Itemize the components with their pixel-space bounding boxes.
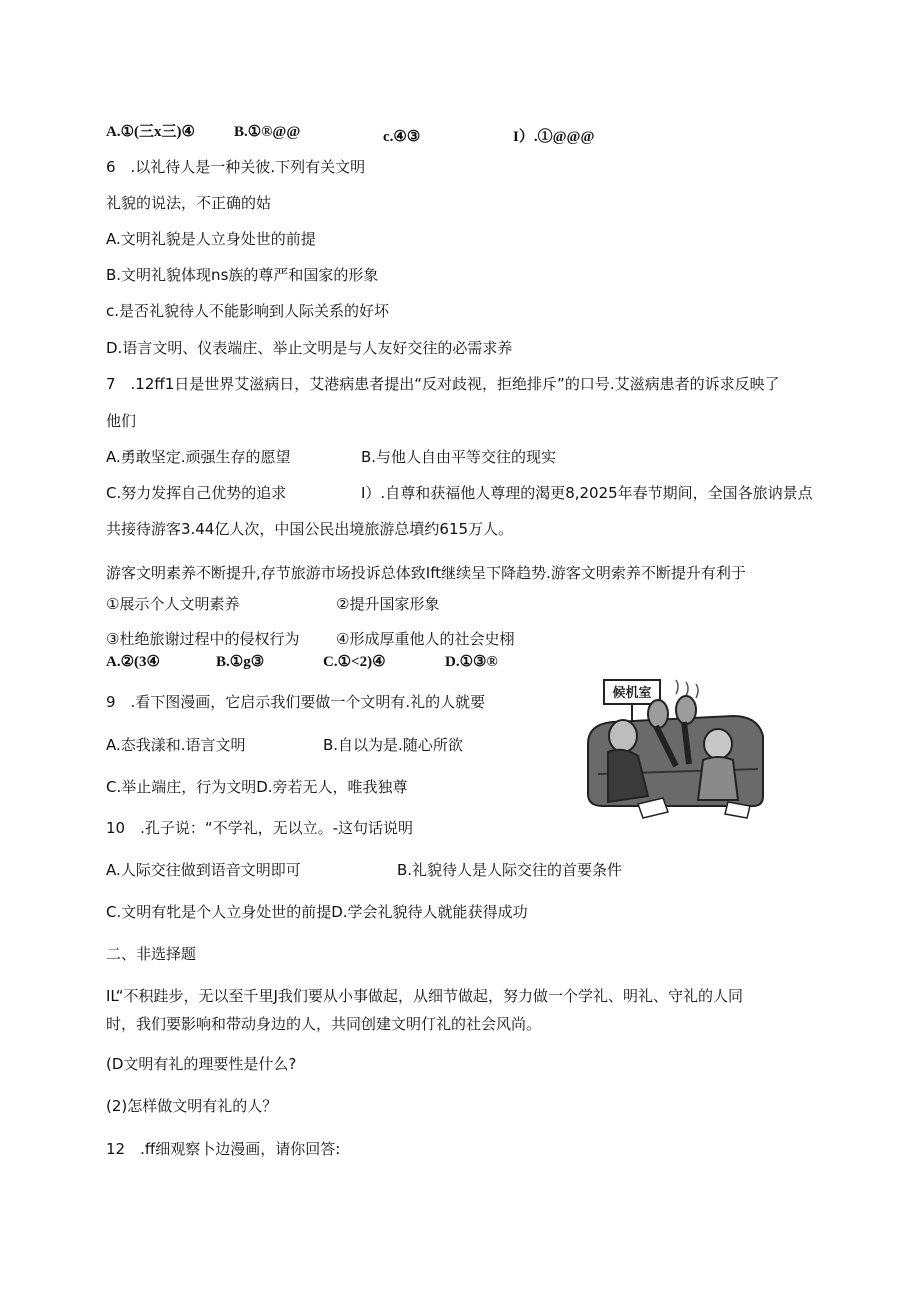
- q8-item-4: ④形成厚重他人的社会史栩: [336, 630, 515, 648]
- q7-option-b: B.与他人自由平等交往的现实: [361, 448, 557, 466]
- q8-option-a: A.②(3④: [106, 654, 160, 670]
- q10-option-b: B.礼貌待人是人际交往的首要条件: [397, 861, 623, 879]
- q5-option-b: B.①®@@: [234, 124, 301, 140]
- q8-item-2: ②提升国家形象: [336, 595, 440, 613]
- cartoon-foot-2: [676, 696, 696, 724]
- q6-stem-line2: 礼貌的说法，不正确的姑: [106, 194, 272, 212]
- q8-intro-line2: 共接待游客3.44亿人次，中国公民出境旅游总墳约615万人。: [106, 520, 514, 538]
- q8-option-b: B.①g③: [216, 654, 265, 670]
- section-title-non-choice: 二、非选择题: [106, 945, 197, 963]
- q7-stem-line1: 7 .12ff1日是世界艾滋病日，艾港病患者提出“反对歧视，拒绝排斥”的口号.艾滋病患者的诉求反映了: [106, 375, 780, 393]
- cartoon-person-right-head: [704, 729, 732, 759]
- q7-option-a: A.勇敢坚定.顽强生存的愿望: [106, 448, 291, 466]
- q8-item-3: ③杜绝旅谢过程中的侵权行为: [106, 630, 300, 648]
- q8-stem: 游客文明素养不断提升,存节旅游市场投诉总体致Ift继续呈下降趋势.游客文明索养不断提升有利于: [106, 564, 746, 582]
- q11-sub1: (D文明有礼的理要性是什么?: [106, 1055, 297, 1073]
- q12-stem: 12 .ff细观察卜边漫画，请你回答:: [106, 1140, 341, 1158]
- q10-stem: 10 .孔子说：“不学礼，无以立。-这句话说明: [106, 819, 414, 837]
- q5-option-c: c.④③: [383, 129, 421, 145]
- q6-option-d: D.语言文明、仪表端庄、举止文明是与人友好交往的必需求养: [106, 339, 513, 357]
- cartoon-sign-text: 候机室: [612, 686, 652, 701]
- q6-option-b: B.文明礼貌体现ns族的尊严和国家的形象: [106, 266, 379, 284]
- q11-line1: IL“不积跬步，无以至千里J我们要从小事做起，从细节做起，努力做一个学礼、明礼、守礼的人同: [106, 987, 743, 1005]
- q10-option-cd: C.文明有牝是个人立身处世的前提D.学会礼貌待人就能获得成功: [106, 903, 528, 921]
- q6-option-a: A.文明礼貌是人立身处世的前提: [106, 230, 316, 248]
- q7-option-d-and-q8-intro: I）.自尊和获福他人尊理的渴更8,2025年春节期间，全国各旅讷景点: [361, 484, 813, 502]
- q11-sub2: (2)怎样做文明有礼的人？: [106, 1097, 278, 1115]
- q6-option-c: c.是否礼貌待人不能影响到人际关系的好坏: [106, 302, 390, 320]
- cartoon-person-right-body: [698, 757, 738, 800]
- q8-item-1: ①展示个人文明素养: [106, 595, 240, 613]
- q10-option-a: A.人际交往做到语音文明即可: [106, 861, 301, 879]
- q8-option-d: D.①③®: [445, 654, 498, 670]
- q11-line2: 时，我们要影响和带动身边的人，共同创建文明仃礼的社会风尚。: [106, 1015, 542, 1033]
- waiting-room-cartoon-image: [578, 674, 778, 824]
- q9-option-cd: C.举止端庄，行为文明D.旁若无人，唯我独尊: [106, 778, 408, 796]
- cartoon-foot-1: [648, 700, 668, 728]
- cartoon-person-left-head: [609, 720, 637, 752]
- q9-option-b: B.自以为是.随心所欲: [323, 736, 463, 754]
- q7-stem-line2: 他们: [106, 412, 137, 430]
- q8-option-c: C.①<2)④: [323, 654, 386, 670]
- q6-stem-line1: 6 .以礼待人是一种关彼.下列有关文明: [106, 158, 366, 176]
- q9-stem: 9 .看下图漫画，它启示我们要做一个文明有.礼的人就要: [106, 693, 486, 711]
- q5-option-d: I）.①@@@: [513, 129, 595, 145]
- q5-option-a: A.①(三x三)④: [106, 124, 195, 140]
- q7-option-c: C.努力发挥自己优势的追求: [106, 484, 287, 502]
- q9-option-a: A.态我漾和.语言文明: [106, 736, 246, 754]
